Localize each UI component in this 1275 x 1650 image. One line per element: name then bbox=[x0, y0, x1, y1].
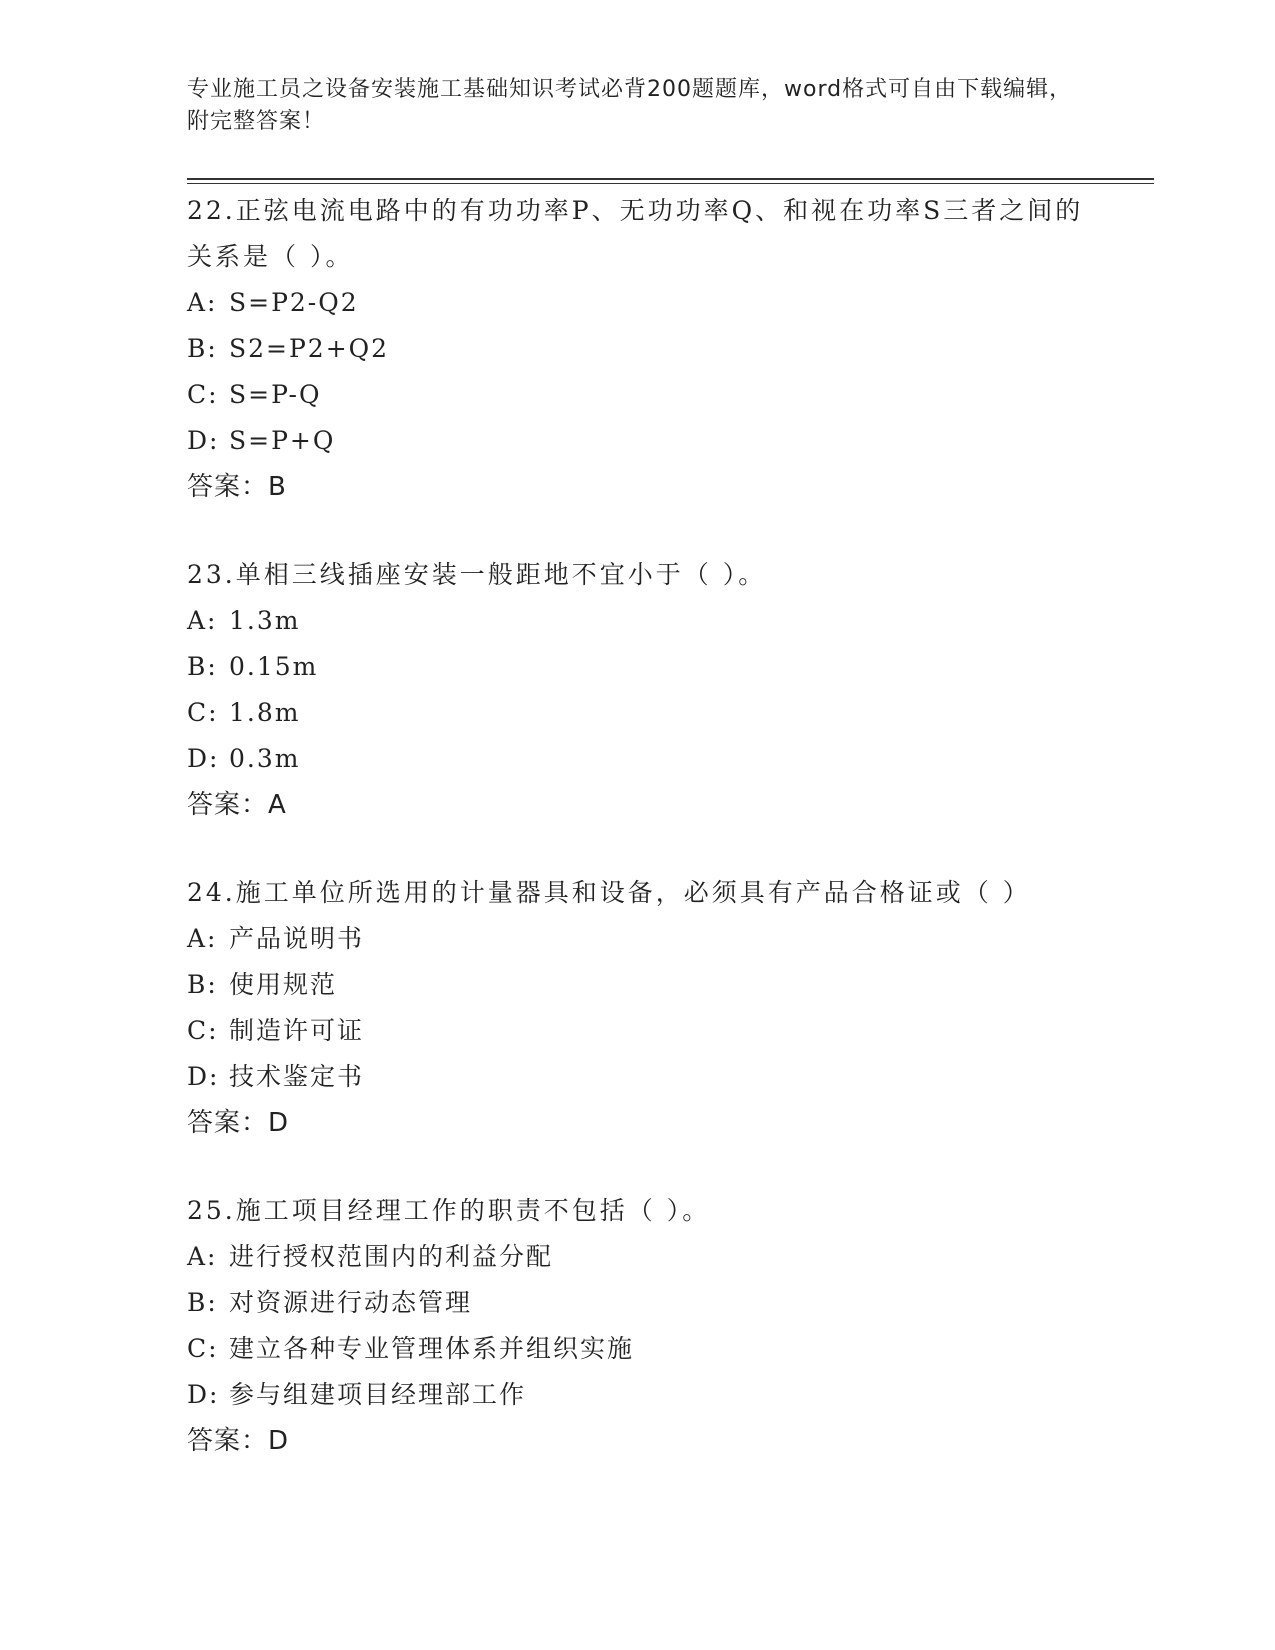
option-b bbox=[187, 1280, 1087, 1326]
option-text: 建立各种专业管理体系并组织实施 bbox=[229, 1334, 635, 1363]
option-text: 1.8m bbox=[229, 698, 301, 727]
option-key: C: bbox=[187, 698, 219, 727]
document-header-title: 专业施工员之设备安装施工基础知识考试必背200题题库，word格式可自由下载编辑，附完整答案！ bbox=[187, 77, 1073, 134]
option-a bbox=[187, 598, 1087, 644]
option-d bbox=[187, 736, 1087, 782]
option-text: S=P+Q bbox=[229, 426, 336, 455]
option-text: 制造许可证 bbox=[229, 1016, 365, 1045]
option-key: D: bbox=[187, 1380, 220, 1409]
option-key: A: bbox=[187, 924, 218, 953]
question-25 bbox=[187, 1188, 1087, 1464]
option-text: S=P-Q bbox=[229, 380, 322, 409]
option-d bbox=[187, 418, 1087, 464]
option-a bbox=[187, 280, 1087, 326]
option-a bbox=[187, 916, 1087, 962]
option-key: B: bbox=[187, 334, 218, 363]
option-c bbox=[187, 372, 1087, 418]
option-d bbox=[187, 1054, 1087, 1100]
answer-line: 答案：D bbox=[187, 1108, 290, 1138]
option-text: 技术鉴定书 bbox=[229, 1062, 365, 1091]
option-key: A: bbox=[187, 288, 218, 317]
option-text: 对资源进行动态管理 bbox=[229, 1288, 473, 1317]
option-key: C: bbox=[187, 380, 219, 409]
option-text: 1.3m bbox=[229, 606, 301, 635]
option-b bbox=[187, 962, 1087, 1008]
option-text: 0.3m bbox=[229, 744, 301, 773]
option-c bbox=[187, 1008, 1087, 1054]
question-stem: 24.施工单位所选用的计量器具和设备，必须具有产品合格证或（ ） bbox=[187, 878, 1031, 907]
question-23 bbox=[187, 552, 1087, 828]
option-key: D: bbox=[187, 744, 220, 773]
question-22 bbox=[187, 188, 1087, 510]
option-key: B: bbox=[187, 1288, 218, 1317]
question-24 bbox=[187, 870, 1087, 1146]
option-key: A: bbox=[187, 606, 218, 635]
option-key: C: bbox=[187, 1016, 219, 1045]
option-b bbox=[187, 644, 1087, 690]
option-c bbox=[187, 1326, 1087, 1372]
option-key: B: bbox=[187, 652, 218, 681]
option-key: D: bbox=[187, 1062, 220, 1091]
option-b bbox=[187, 326, 1087, 372]
header-divider-thick bbox=[187, 178, 1154, 180]
option-key: B: bbox=[187, 970, 218, 999]
option-text: 0.15m bbox=[229, 652, 319, 681]
option-text: 产品说明书 bbox=[229, 924, 365, 953]
header-divider-thin bbox=[187, 183, 1154, 184]
option-text: 参与组建项目经理部工作 bbox=[229, 1380, 527, 1409]
answer-line: 答案：B bbox=[187, 472, 287, 502]
option-text: 进行授权范围内的利益分配 bbox=[229, 1242, 554, 1271]
option-key: A: bbox=[187, 1242, 218, 1271]
option-key: C: bbox=[187, 1334, 219, 1363]
option-key: D: bbox=[187, 426, 220, 455]
option-a bbox=[187, 1234, 1087, 1280]
question-stem: 22.正弦电流电路中的有功功率P、无功功率Q、和视在功率S三者之间的关系是（ ）。 bbox=[187, 196, 1084, 271]
answer-line: 答案：D bbox=[187, 1426, 290, 1456]
option-text: S=P2-Q2 bbox=[229, 288, 359, 317]
question-stem: 23.单相三线插座安装一般距地不宜小于（ ）。 bbox=[187, 560, 767, 589]
option-text: 使用规范 bbox=[229, 970, 338, 999]
answer-line: 答案：A bbox=[187, 790, 287, 820]
option-c bbox=[187, 690, 1087, 736]
option-text: S2=P2+Q2 bbox=[229, 334, 390, 363]
question-stem: 25.施工项目经理工作的职责不包括（ ）。 bbox=[187, 1196, 711, 1225]
option-d bbox=[187, 1372, 1087, 1418]
